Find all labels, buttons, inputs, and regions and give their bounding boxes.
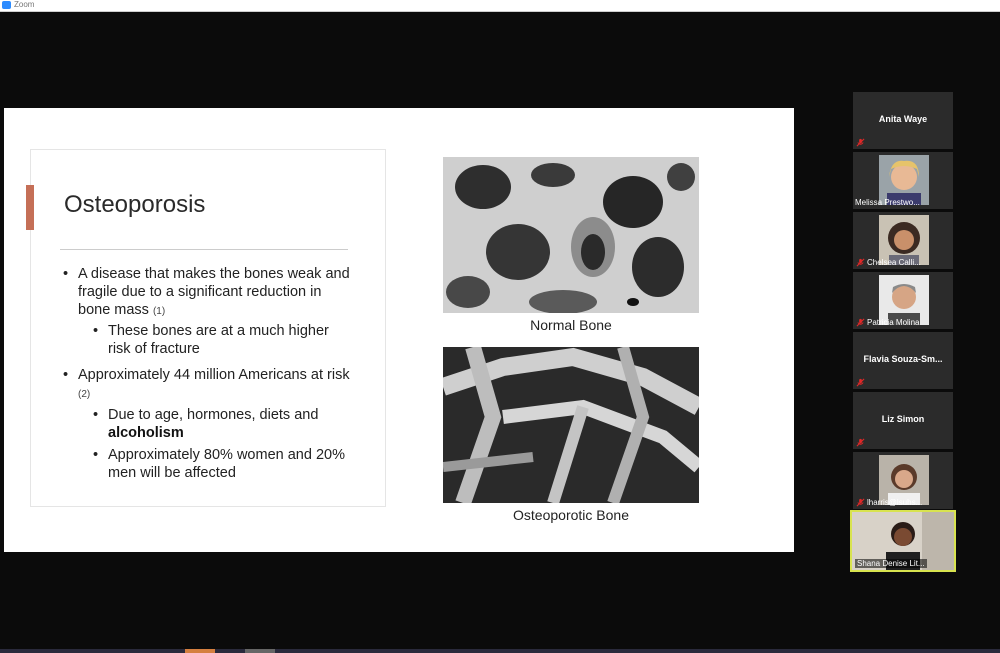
participant-tile[interactable] [853,332,953,389]
subbullet-causes: • Due to age, hormones, diets and alcoholism [93,407,319,441]
normal-bone-caption: Normal Bone [530,317,612,333]
participant-name: Flavia Souza-Sm... [863,354,943,364]
participant-name: Anita Waye [878,114,928,124]
mic-muted-icon [856,438,865,447]
bullet-americans: • Approximately 44 million Americans at risk (2) [63,367,350,400]
participant-tile[interactable] [853,452,953,509]
subbullet-affected-text: Approximately 80% women and 20% men will be affected [108,447,345,481]
window-titlebar [0,0,1000,12]
normal-bone-image [443,157,699,313]
subbullet-fracture-text: These bones are at a much higher risk of fracture [108,323,329,357]
taskbar [0,649,1000,653]
title-divider [60,249,348,250]
taskbar-app-2[interactable] [245,649,275,653]
slide-title: Osteoporosis [64,191,206,218]
mic-muted-icon [856,138,865,147]
participant-name: Patricia Molina [867,318,920,327]
mic-muted-icon [856,498,865,507]
participant-tile[interactable] [853,272,953,329]
mic-muted-icon [856,318,865,327]
participant-name: Shana Denise Lit... [857,559,925,568]
subbullet-causes-text: Due to age, hormones, diets and [108,407,319,423]
participant-tile[interactable] [853,92,953,149]
participant-name: Chelsea Calli... [867,258,921,267]
mic-muted-icon [856,378,865,387]
participant-tile-active-speaker[interactable] [852,512,954,570]
participant-tile[interactable] [853,152,953,209]
participant-tile[interactable] [853,212,953,269]
participant-tile[interactable] [853,392,953,449]
participant-name: Liz Simon [881,414,925,424]
reference-2: (2) [78,389,91,400]
subbullet-causes-bold: alcoholism [108,425,184,441]
title-accent-bar [26,185,34,230]
zoom-app-icon [2,1,11,9]
osteoporotic-bone-caption: Osteoporotic Bone [513,507,629,523]
bullet-disease: • A disease that makes the bones weak and fragile due to a significant reduction in bone mass (1) [63,266,350,318]
bullet-americans-text: Approximately 44 million Americans at risk [78,367,350,383]
taskbar-app-1[interactable] [185,649,215,653]
osteoporotic-bone-image [443,347,699,503]
reference-1: (1) [152,306,166,317]
subbullet-affected: • Approximately 80% women and 20% men will be affected [93,447,345,481]
window-title: Zoom [14,0,35,9]
subbullet-fracture: • These bones are at a much higher risk of fracture [93,323,329,357]
mic-muted-icon [856,258,865,267]
participant-name: lharris@lsuhs... [867,498,923,507]
bullet-disease-text: A disease that makes the bones weak and fragile due to a significant reduction in bone mass [78,266,350,318]
shared-screen-slide [4,108,794,552]
participant-name: Melissa Prestwo... [855,198,920,207]
